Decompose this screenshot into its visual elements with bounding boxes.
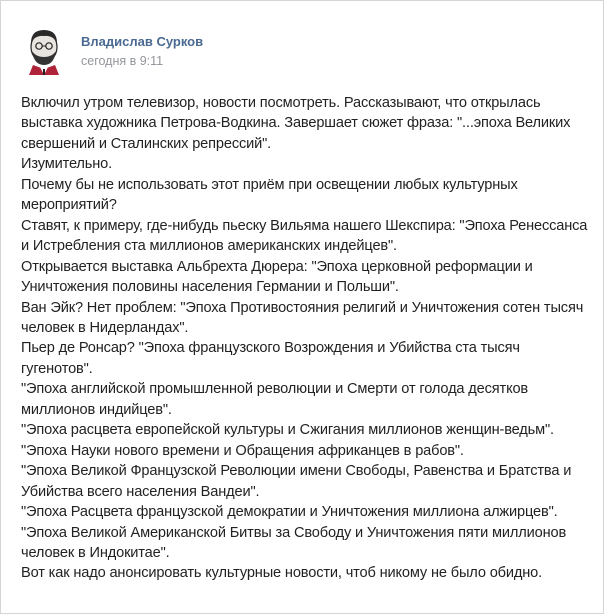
post-timestamp[interactable]: сегодня в 9:11 [81, 54, 164, 68]
post-text-line: свершений и Сталинских репрессий". [21, 135, 272, 152]
post-text-line: выставка художника Петрова-Водкина. Завершает сюжет фраза: "...эпоха Великих [21, 115, 571, 132]
post-text-line: мероприятий? [21, 197, 117, 214]
post-text-line: Убийства всего населения Вандеи". [21, 483, 260, 500]
post-text-line: "Эпоха английской промышленной революции и Смерти от голода десятков [21, 381, 529, 398]
avatar-caricature-icon [25, 27, 63, 75]
post-text-line: Ван Эйк? Нет проблем: "Эпоха Противостояния религий и Уничтожения сотен тысяч [21, 299, 584, 316]
post-text-line: "Эпоха Расцвета французской демократии и Уничтожения миллиона алжирцев". [21, 504, 558, 521]
post-text-line: Включил утром телевизор, новости посмотреть. Рассказывают, что открылась [21, 95, 541, 111]
post-text-line: и Истребления ста миллионов американских индейцев". [21, 238, 397, 255]
post-text-line: миллионов индийцев". [21, 401, 172, 418]
post-text-line: Уничтожения половины населения Германии и Польши". [21, 279, 399, 296]
post-text-line: Вот как надо анонсировать культурные новости, чтоб никому не было обидно. [21, 565, 543, 582]
post-text-line: "Эпоха Великой Американской Битвы за Свободу и Уничтожения пяти миллионов [21, 524, 567, 541]
post-text-line: "Эпоха Великой Французской Революции имени Свободы, Равенства и Братства и [21, 463, 572, 480]
post-text-line: "Эпоха Науки нового времени и Обращения африканцев в рабов". [21, 442, 464, 459]
post-text-line: человек в Нидерландах". [21, 319, 189, 336]
post-text-line: Изумительно. [21, 156, 113, 173]
post-text-line: "Эпоха расцвета европейской культуры и Сжигания миллионов женщин-ведьм". [21, 422, 554, 439]
post-text [21, 93, 591, 584]
post-text-line: Открывается выставка Альбрехта Дюрера: "Эпоха церковной реформации и [21, 258, 533, 275]
post-text-line: гугенотов". [21, 360, 93, 377]
post-text-line: Почему бы не использовать этот приём при освещении любых культурных [21, 176, 518, 193]
post-text-line: человек в Индокитае". [21, 544, 170, 561]
post-text-line: Пьер де Ронсар? "Эпоха французского Возрождения и Убийства ста тысяч [21, 340, 520, 357]
post-text-line: Ставят, к примеру, где-нибудь пьеску Вильяма нашего Шекспира: "Эпоха Ренессанса [21, 217, 588, 234]
author-name-link[interactable]: Владислав Сурков [81, 34, 204, 49]
avatar[interactable] [25, 27, 63, 75]
